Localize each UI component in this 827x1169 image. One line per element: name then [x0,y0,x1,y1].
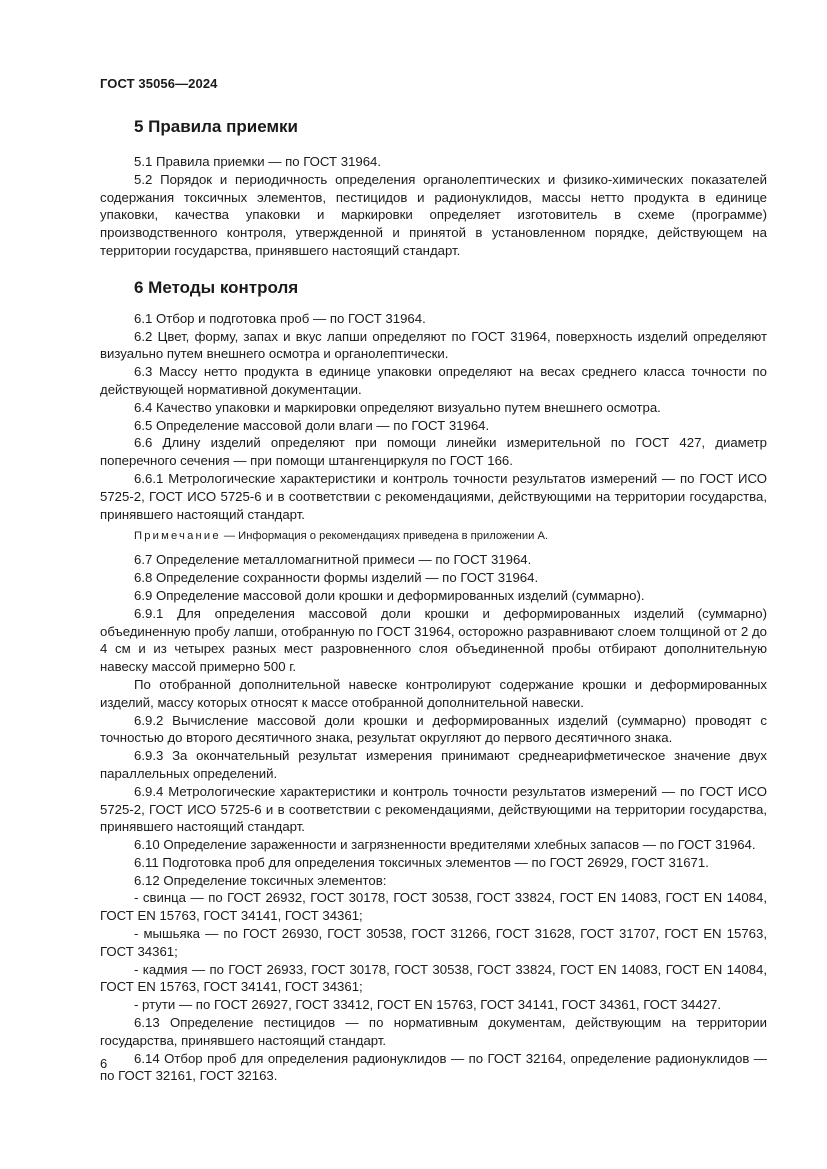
paragraph: - свинца — по ГОСТ 26932, ГОСТ 30178, ГОСТ 30538, ГОСТ 33824, ГОСТ EN 14083, ГОСТ EN 14084, ГОСТ EN 15763, ГОСТ 34141, ГОСТ 34361; [100,890,767,924]
running-header: ГОСТ 35056—2024 [100,76,218,91]
paragraph: 6.1 Отбор и подготовка проб — по ГОСТ 31964. [134,310,426,326]
section-5-body [100,153,767,260]
paragraph: 6.6.1 Метрологические характеристики и контроль точности результатов измерений — по ГОСТ ИСО 5725-2, ГОСТ ИСО 5725-6 и в соответствии с рекомендациями, действующими на территории государства, принявшего настоящий стандарт. [100,470,767,522]
note-text: — Информация о рекомендациях приведена в приложении А. [220,530,549,543]
paragraph: - кадмия — по ГОСТ 26933, ГОСТ 30178, ГОСТ 30538, ГОСТ 33824, ГОСТ EN 14083, ГОСТ EN 14084, ГОСТ EN 15763, ГОСТ 34141, ГОСТ 34361; [100,961,767,995]
paragraph: 6.13 Определение пестицидов — по нормативным документам, действующим на территории государства, принявшего настоящий стандарт. [100,1015,767,1048]
paragraph: 6.9.4 Метрологические характеристики и контроль точности результатов измерений — по ГОСТ ИСО 5725-2, ГОСТ ИСО 5725-6 и в соответствии с рекомендациями, действующими на территории государства, принявшего настоящий стандарт. [100,783,767,835]
paragraph: 6.4 Качество упаковки и маркировки определяют визуально путем внешнего осмотра. [134,399,661,415]
section-5-title: 5 Правила приемки [134,117,298,136]
paragraph: 6.9 Определение массовой доли крошки и деформированных изделий (суммарно). [134,587,645,603]
paragraph: 6.9.1 Для определения массовой доли крошки и деформированных изделий (суммарно) объединенную пробу лапши, отобранную по ГОСТ 31964, осторожно разравнивают слоем толщиной от 2 до 4 см и из четырех разных мест разровненного слоя объединенной пробы отбирают дополнительную навеску массой примерно 500 г. [100,605,767,675]
paragraph: 6.11 Подготовка проб для определения токсичных элементов — по ГОСТ 26929, ГОСТ 31671. [134,854,709,870]
paragraph: 6.9.2 Вычисление массовой доли крошки и деформированных изделий (суммарно) проводят с точностью до второго десятичного знака, результат округляют до первого десятичного знака. [100,712,767,746]
paragraph: 6.14 Отбор проб для определения радионуклидов — по ГОСТ 32164, определение радионуклидов — по ГОСТ 32161, ГОСТ 32163. [100,1050,767,1084]
page-number: 6 [100,1056,108,1071]
paragraph: 6.3 Массу нетто продукта в единице упаковки определяют на весах среднего класса точности по действующей нормативной документации. [100,364,767,397]
paragraph: 6.5 Определение массовой доли влаги — по ГОСТ 31964. [134,417,490,433]
paragraph: 6.6 Длину изделий определяют при помощи линейки измерительной по ГОСТ 427, диаметр поперечного сечения — при помощи штангенциркуля по ГОСТ 166. [100,435,767,469]
paragraph: По отобранной дополнительной навеске контролируют содержание крошки и деформированных изделий, массу которых относят к массе отобранной дополнительной навески. [100,676,767,710]
paragraph: 6.2 Цвет, форму, запах и вкус лапши определяют по ГОСТ 31964, поверхность изделий определяют визуально путем внешнего осмотра и органолептически. [100,328,767,362]
page-content [100,110,767,1085]
paragraph: 5.2 Порядок и периодичность определения органолептических и физико-химических показателей содержания токсичных элементов, пестицидов и радионуклидов, массы нетто продукта в единице упаковки, качества упаковки и маркировки определяет изготовитель в схеме (программе) производственного контроля, утвержденной и принятой в установленном порядке, действующем на территории государства, принявшего настоящий стандарт. [100,171,767,258]
paragraph: - ртути — по ГОСТ 26927, ГОСТ 33412, ГОСТ EN 15763, ГОСТ 34141, ГОСТ 34361, ГОСТ 34427. [134,997,722,1013]
paragraph: 6.9.3 За окончательный результат измерения принимают среднеарифметическое значение двух параллельных определений. [100,748,767,781]
note [100,528,767,544]
paragraph: 6.10 Определение зараженности и загрязненности вредителями хлебных запасов — по ГОСТ 31964. [134,837,756,853]
section-6-title: 6 Методы контроля [134,277,299,297]
paragraph: 5.1 Правила приемки — по ГОСТ 31964. [134,154,382,169]
paragraph: - мышьяка — по ГОСТ 26930, ГОСТ 30538, ГОСТ 31266, ГОСТ 31628, ГОСТ 31707, ГОСТ EN 15763, ГОСТ 34361; [100,926,767,959]
section-6-body-part1 [100,310,767,524]
paragraph: 6.8 Определение сохранности формы изделий — по ГОСТ 31964. [134,570,539,586]
note-label: Примечание [134,530,221,543]
paragraph: 6.7 Определение металломагнитной примеси — по ГОСТ 31964. [134,552,532,568]
paragraph: 6.12 Определение токсичных элементов: [134,872,387,888]
section-6-body-part2 [100,551,767,1085]
